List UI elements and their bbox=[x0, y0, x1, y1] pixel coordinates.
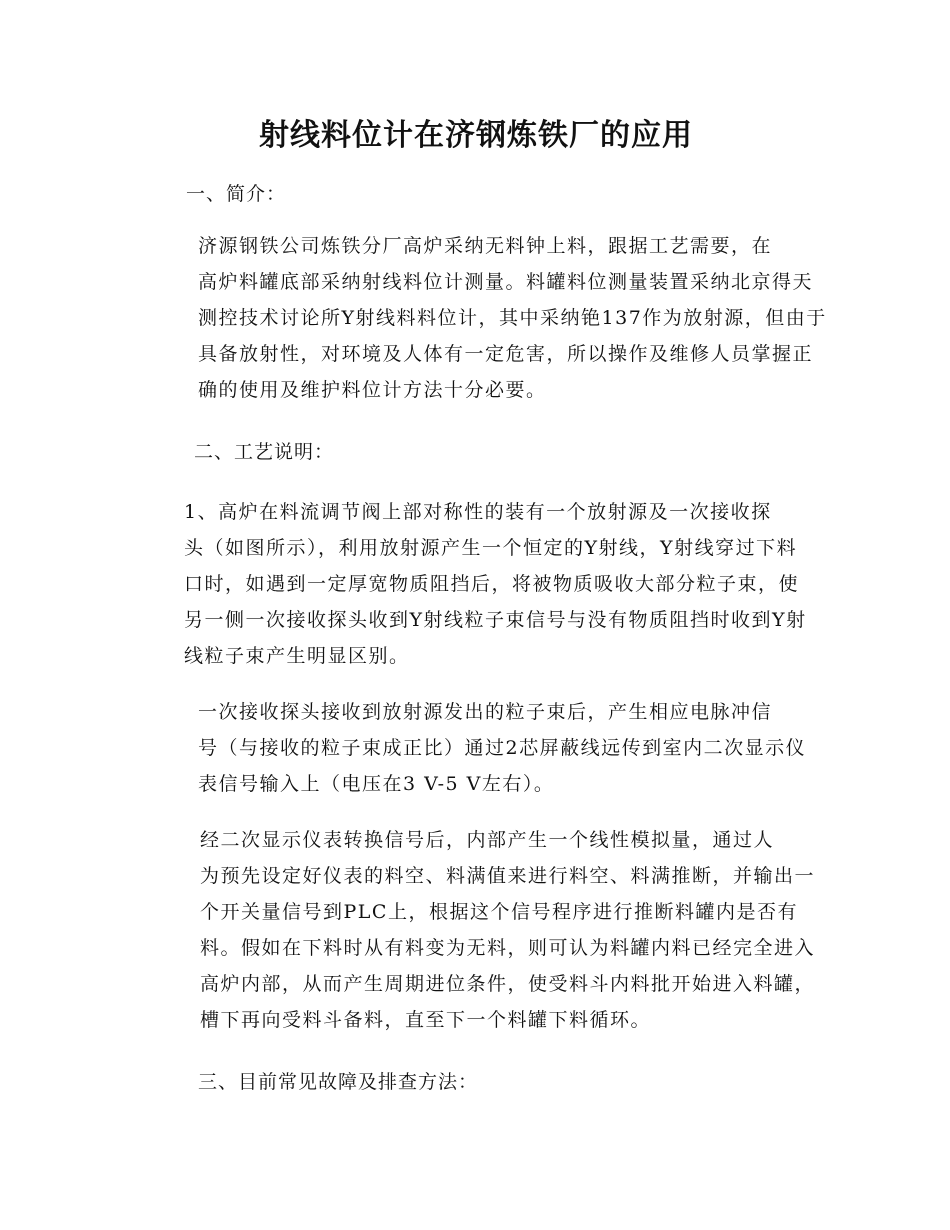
text-line: 高炉内部，从而产生周期进位条件，使受料斗内料批开始进入料罐， bbox=[200, 973, 816, 995]
text-line: 1、高炉在料流调节阀上部对称性的装有一个放射源及一次接收探 bbox=[184, 501, 772, 523]
text-line: 济源钢铁公司炼铁分厂高炉采纳无料钟上料，跟据工艺需要，在 bbox=[198, 235, 773, 257]
text-line: 一次接收探头接收到放射源发出的粒子束后，产生相应电脉冲信 bbox=[198, 701, 773, 723]
text-line: 经二次显示仪表转换信号后，内部产生一个线性模拟量，通过人 bbox=[200, 829, 775, 851]
text-line: 表信号输入上（电压在3 V-5 V左右）。 bbox=[198, 773, 555, 795]
text-line: 高炉料罐底部采纳射线料位计测量。料罐料位测量装置采纳北京得天 bbox=[198, 271, 814, 293]
section-heading-intro: 一、简介： bbox=[186, 183, 287, 205]
text-line: 槽下再向受料斗备料，直至下一个料罐下料循环。 bbox=[200, 1009, 652, 1031]
section-heading-process: 二、工艺说明： bbox=[194, 441, 335, 463]
text-line: 线粒子束产生明显区别。 bbox=[184, 645, 410, 667]
document-title: 射线料位计在济钢炼铁厂的应用 bbox=[259, 118, 693, 153]
text-line: 确的使用及维护料位计方法十分必要。 bbox=[198, 379, 547, 401]
text-line: 料。假如在下料时从有料变为无料，则可认为料罐内料已经完全进入 bbox=[200, 937, 816, 959]
text-line: 头（如图所示），利用放射源产生一个恒定的Y射线，Y射线穿过下料 bbox=[184, 537, 798, 559]
paragraph-intro bbox=[142, 228, 827, 408]
section-heading-faults: 三、目前常见故障及排查方法： bbox=[198, 1071, 479, 1093]
paragraph-process-2 bbox=[142, 694, 810, 802]
text-line: 号（与接收的粒子束成正比）通过2芯屏蔽线远传到室内二次显示仪 bbox=[198, 737, 807, 759]
text-line: 为预先设定好仪表的料空、料满值来进行料空、料满推断，并输出一 bbox=[200, 865, 816, 887]
text-line: 具备放射性，对环境及人体有一定危害，所以操作及维修人员掌握正 bbox=[198, 343, 814, 365]
paragraph-process-3 bbox=[142, 822, 816, 1038]
text-line: 个开关量信号到PLC上，根据这个信号程序进行推断料罐内是否有 bbox=[200, 901, 798, 923]
text-line: 测控技术讨论所Y射线料料位计，其中采纳铯137作为放射源，但由于 bbox=[198, 307, 827, 329]
paragraph-process-1 bbox=[142, 494, 810, 674]
text-line: 另一侧一次接收探头收到Y射线粒子束信号与没有物质阻挡时收到Y射 bbox=[184, 609, 807, 631]
text-line: 口时，如遇到一定厚宽物质阻挡后，将被物质吸收大部分粒子束，使 bbox=[184, 573, 800, 595]
